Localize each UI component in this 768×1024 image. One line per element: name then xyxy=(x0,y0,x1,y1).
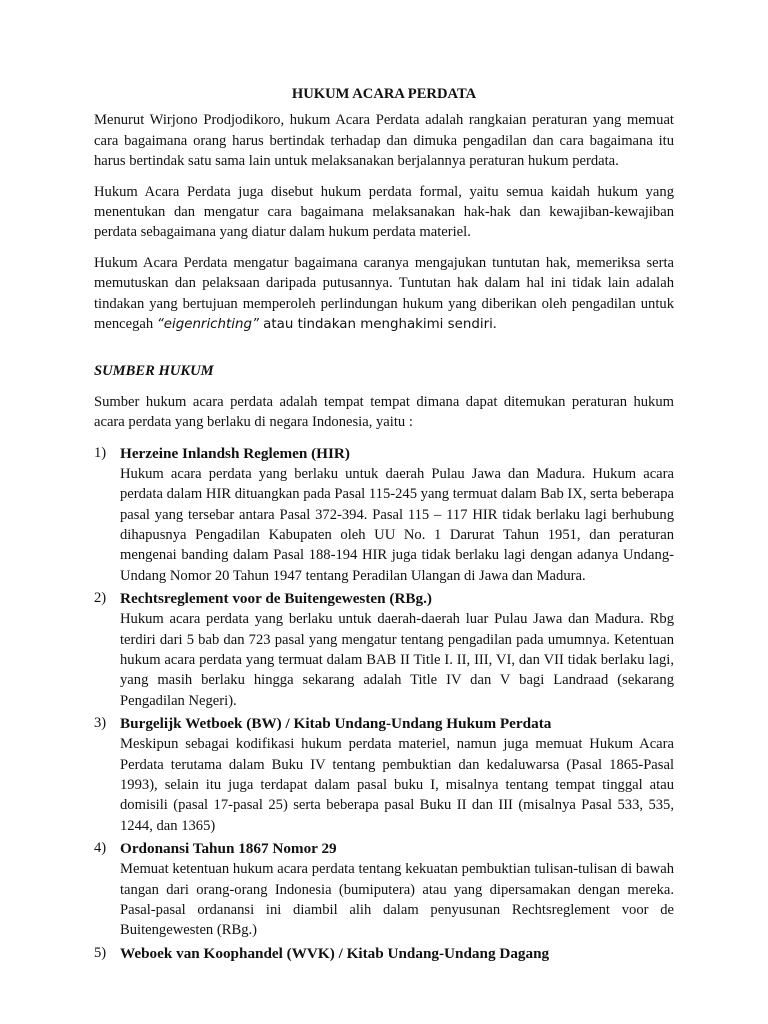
paragraph-claims-tail: atau tindakan menghakimi sendiri xyxy=(258,317,493,333)
source-item-wvk xyxy=(94,943,674,964)
sources-list xyxy=(94,443,674,964)
source-title: Weboek van Koophandel (WVK) / Kitab Undang-Undang Dagang xyxy=(120,944,550,962)
source-title: Herzeine Inlandsh Reglemen (HIR) xyxy=(120,444,350,462)
source-number: 4) xyxy=(94,840,107,857)
source-description: Hukum acara perdata yang berlaku untuk daerah Pulau Jawa dan Madura. Hukum acara perdata dalam HIR dituangkan pada Pasal 115-245 yang termuat dalam Bab IX, serta beberapa pasal yang tersebar antara Pasal 372-394. Pasal 115 – 117 HIR tidak berlaku lagi berhubung dihapusnya Pengadilan Kabupaten oleh UU No. 1 Darurat Tahun 1951, dan peraturan mengenai banding dalam Pasal 188-194 HIR juga tidak berlaku lagi dengan adanya Undang-Undang Nomor 20 Tahun 1947 tentang Peradilan Ulangan di Jawa dan Madura. xyxy=(120,465,674,584)
source-title: Burgelijk Wetboek (BW) / Kitab Undang-Undang Hukum Perdata xyxy=(120,715,552,733)
source-number: 5) xyxy=(94,944,107,961)
paragraph-definition: Menurut Wirjono Prodjodikoro, hukum Acara Perdata adalah rangkaian peraturan yang memuat cara bagaimana orang harus bertindak terhadap dan dimuka pengadilan dan cara bagaimana itu harus bertindak satu sama lain untuk melaksanakan berjalannya peraturan hukum perdata. xyxy=(94,112,674,170)
source-number: 1) xyxy=(94,444,107,461)
source-item-hir xyxy=(94,443,674,586)
source-title: Ordonansi Tahun 1867 Nomor 29 xyxy=(120,840,337,858)
paragraph-claims xyxy=(94,253,674,336)
source-title: Rechtsreglement voor de Buitengewesten (RBg.) xyxy=(120,590,432,608)
source-item-bw xyxy=(94,713,674,836)
source-description: Hukum acara perdata yang berlaku untuk daerah-daerah luar Pulau Jawa dan Madura. Rbg terdiri dari 5 bab dan 723 pasal yang mengatur tentang pengadilan pada umumnya. Ketentuan hukum acara perdata yang termuat dalam BAB II Title I. II, III, VI, dan VII tidak berlaku lagi, yang masih berlaku hingga sekarang adalah Title IV dan V bagi Landraad (sekarang Pengadilan Negeri). xyxy=(120,611,674,709)
paragraph-claims-text: Hukum Acara Perdata mengatur bagaimana caranya mengajukan tuntutan hak, memeriksa serta memutuskan dan pelaksaan daripada putusannya. Tuntutan hak dalam hal ini tidak lain adalah tindakan yang bertujuan memperoleh perlindungan hukum yang diberikan oleh pengadilan untuk mencegah xyxy=(94,254,674,333)
source-item-ordonansi xyxy=(94,838,674,941)
source-number: 2) xyxy=(94,590,107,607)
section-heading: SUMBER HUKUM xyxy=(94,363,214,380)
section-intro: Sumber hukum acara perdata adalah tempat tempat dimana dapat ditemukan peraturan hukum acara perdata yang berlaku di negara Indonesia, yaitu : xyxy=(94,393,674,431)
source-description: Memuat ketentuan hukum acara perdata tentang kekuatan pembuktian tulisan-tulisan di bawah tangan dari orang-orang Indonesia (bumiputera) atau yang dipersamakan dengan mereka. Pasal-pasal ordanansi ini diambil alih dalam penyusunan Rechtsreglement voor de Buitengewesten (RBg.) xyxy=(120,861,674,939)
document-title: HUKUM ACARA PERDATA xyxy=(291,86,477,102)
source-number: 3) xyxy=(94,715,107,732)
source-item-rbg xyxy=(94,588,674,711)
eigenrichting-quote: “eigenrichting” xyxy=(156,317,259,333)
paragraph-claims-period: . xyxy=(492,316,497,333)
paragraph-formal-law: Hukum Acara Perdata juga disebut hukum perdata formal, yaitu semua kaidah hukum yang menentukan dan mengatur cara bagaimana melaksanakan hak-hak dan kewajiban-kewajiban perdata sebagaimana yang diatur dalam hukum perdata materiel. xyxy=(94,183,674,241)
source-description: Meskipun sebagai kodifikasi hukum perdata materiel, namun juga memuat Hukum Acara Perdata terutama dalam Buku IV tentang pembuktian dan kedaluwarsa (Pasal 1865-Pasal 1993), selain itu juga terdapat dalam pasal buku I, misalnya tentang tempat tinggal atau domisili (pasal 17-pasal 25) serta beberapa pasal Buku II dan III (misalnya Pasal 533, 535, 1244, dan 1365) xyxy=(120,736,674,834)
